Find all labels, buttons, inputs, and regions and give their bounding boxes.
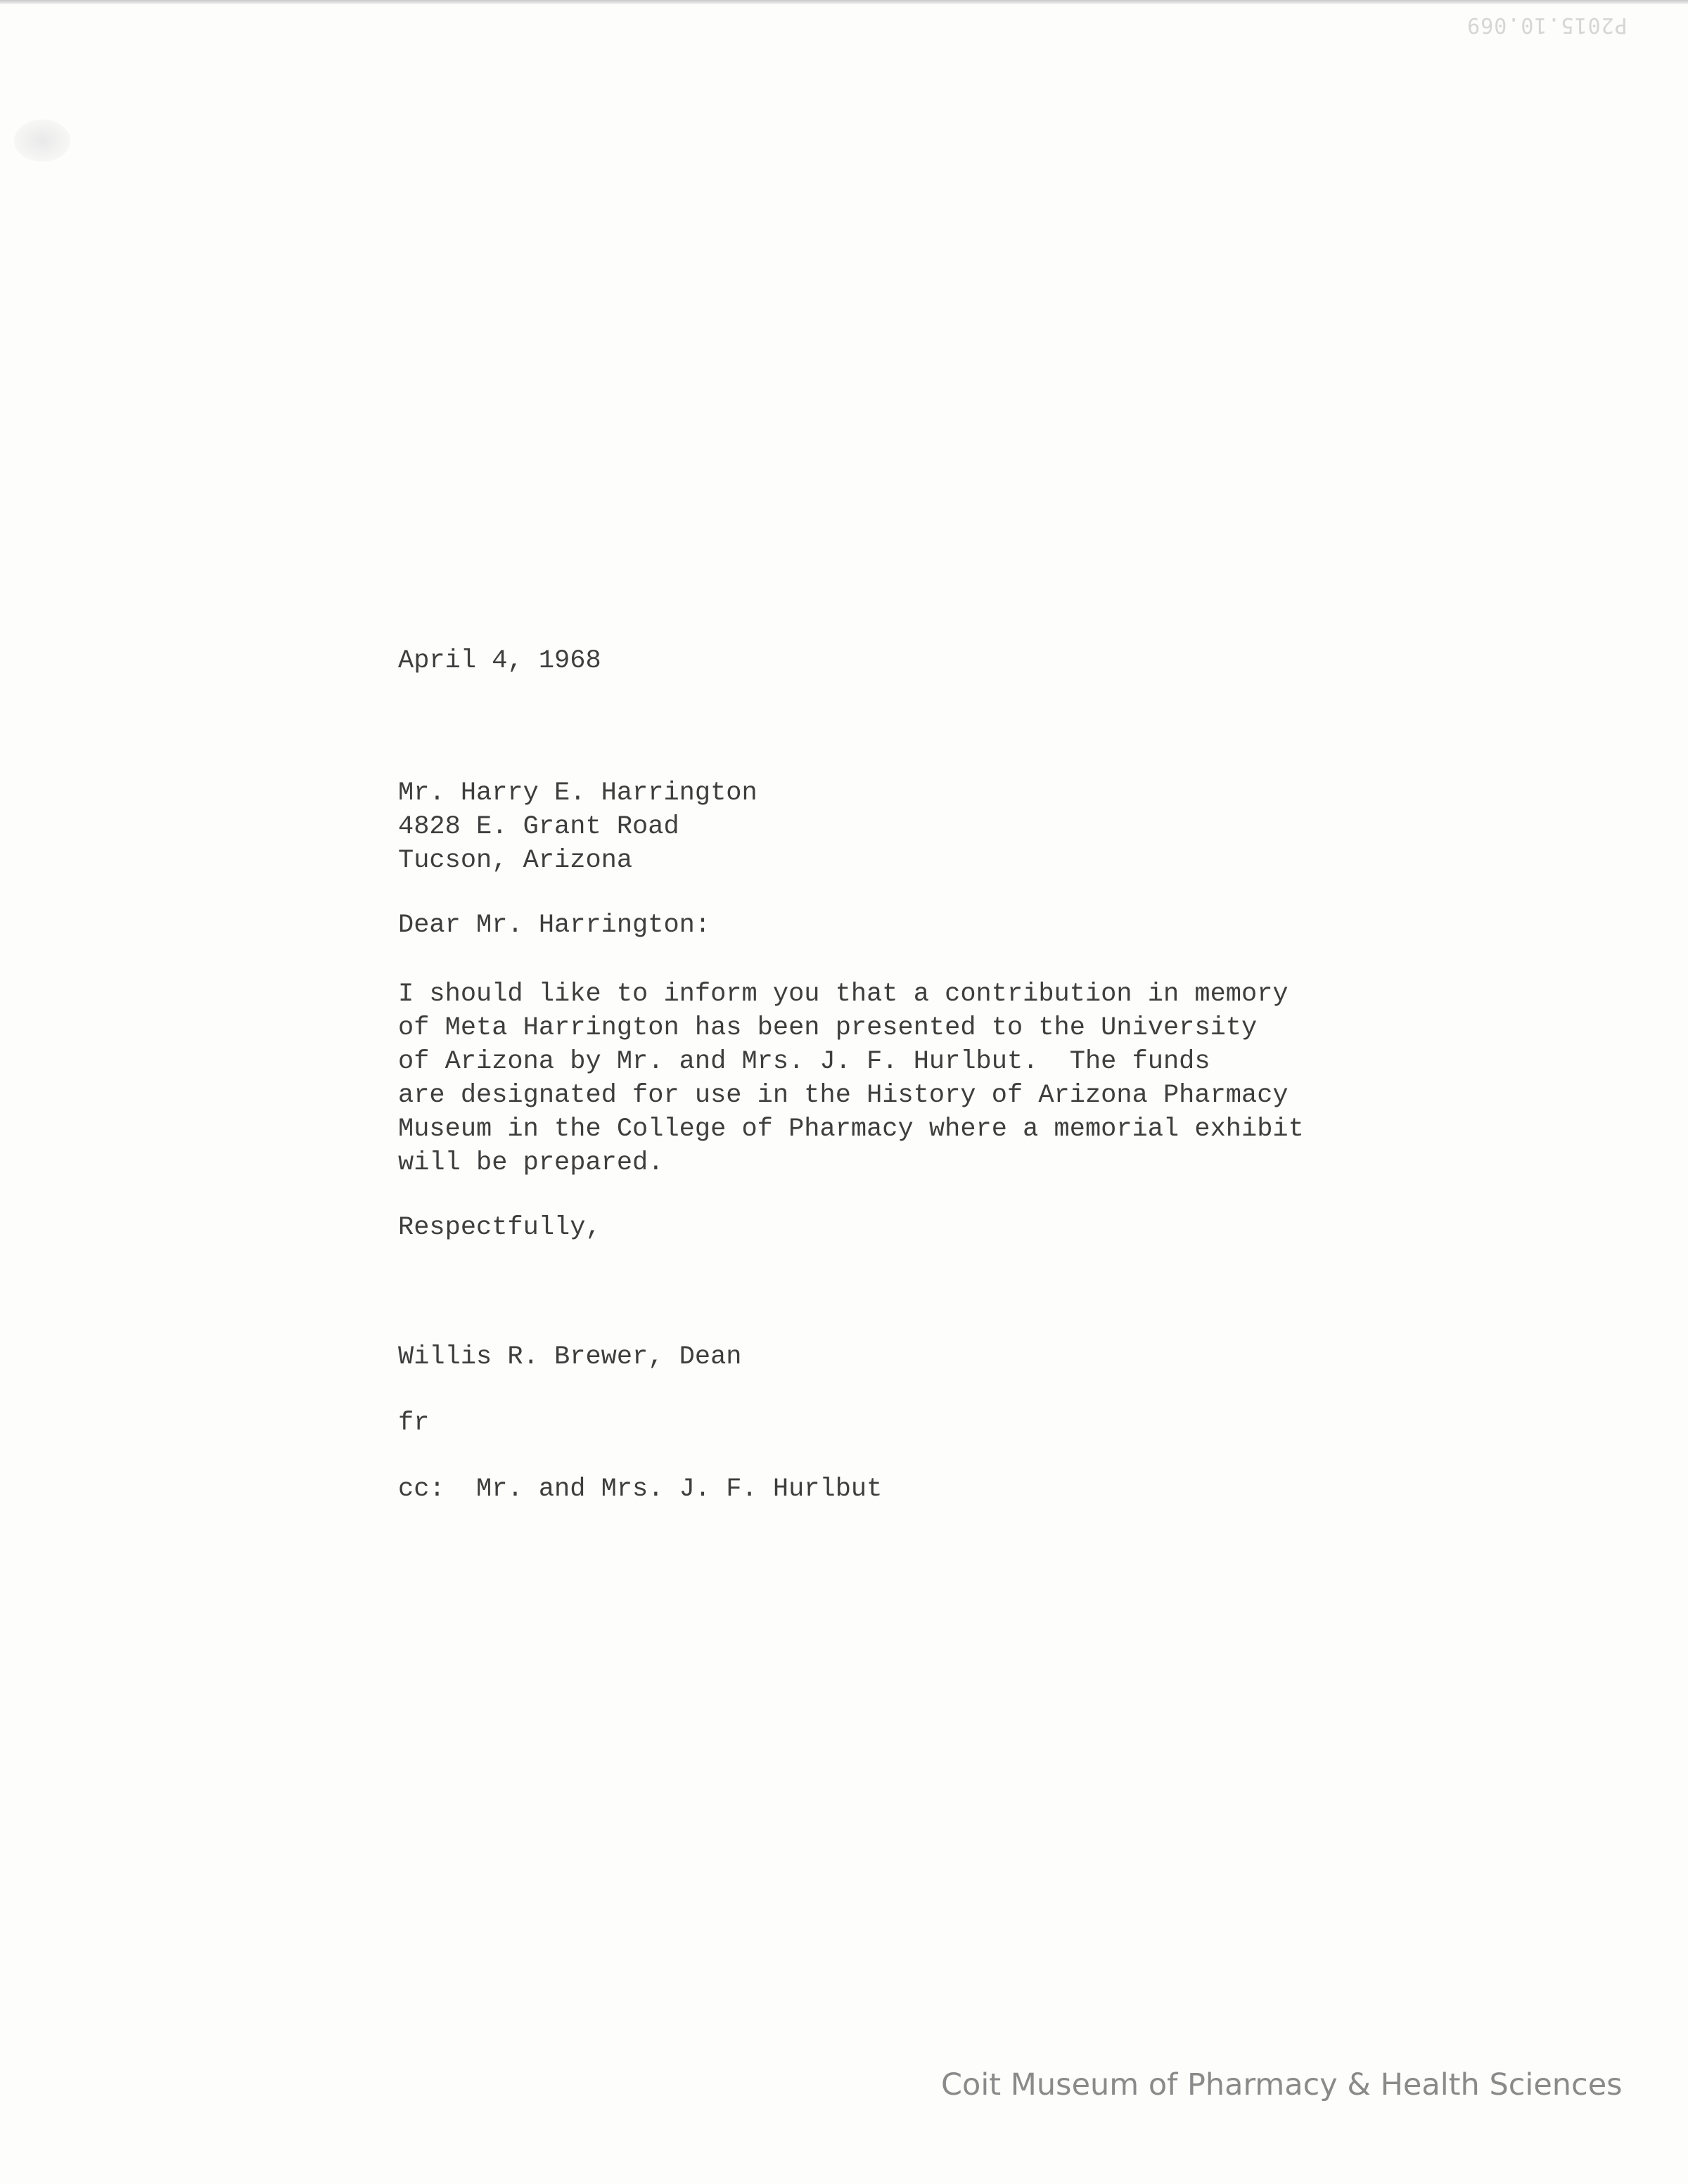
cc-line: cc: Mr. and Mrs. J. F. Hurlbut — [398, 1475, 883, 1504]
body-line: are designated for use in the History of Arizona Pharmacy — [398, 1081, 1289, 1110]
closing: Respectfully, — [398, 1213, 601, 1242]
body-line: of Meta Harrington has been presented to the University — [398, 1013, 1258, 1043]
letter-body — [398, 0, 1304, 1504]
body-line: of Arizona by Mr. and Mrs. J. F. Hurlbut. The funds — [398, 1047, 1210, 1077]
signer: Willis R. Brewer, Dean — [398, 1342, 742, 1372]
body-line: will be prepared. — [398, 1148, 664, 1178]
paper-smudge — [14, 120, 70, 162]
recipient-street: 4828 E. Grant Road — [398, 812, 679, 842]
recipient-city: Tucson, Arizona — [398, 846, 633, 875]
letter-date: April 4, 1968 — [398, 646, 601, 676]
salutation: Dear Mr. Harrington: — [398, 911, 711, 940]
body-line: I should like to inform you that a contribution in memory — [398, 979, 1289, 1009]
page-edge-shadow — [0, 0, 1688, 4]
body-line: Museum in the College of Pharmacy where a memorial exhibit — [398, 1115, 1304, 1144]
recipient-name: Mr. Harry E. Harrington — [398, 778, 757, 808]
typist-initials: fr — [398, 1408, 430, 1438]
accession-number: P2015.10.069 — [1466, 13, 1628, 37]
museum-credit: Coit Museum of Pharmacy & Health Sciences — [941, 2067, 1623, 2102]
